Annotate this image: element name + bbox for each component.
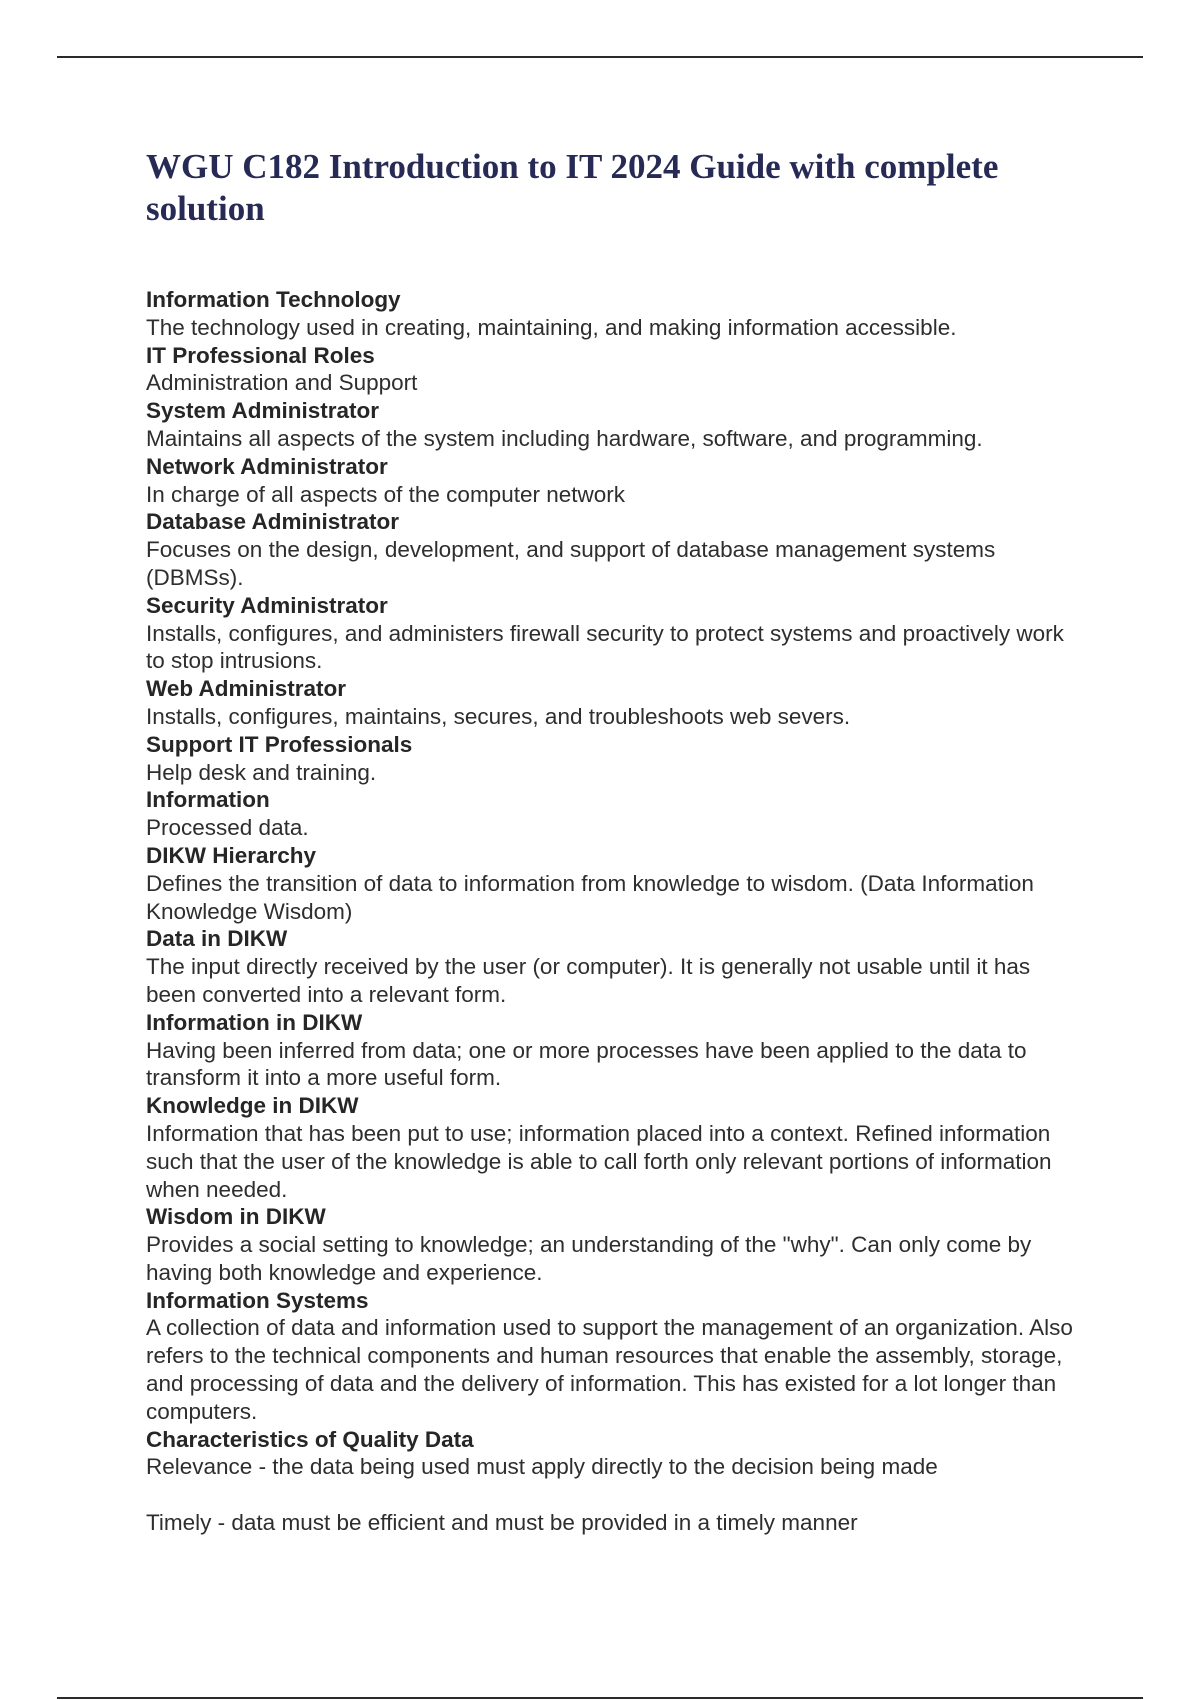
- definition-timely: Timely - data must be efficient and must be provided in a timely manner: [146, 1510, 858, 1536]
- term-information-technology: Information Technology: [146, 287, 401, 312]
- term-data-in-dikw: Data in DIKW: [146, 926, 288, 952]
- document-title: WGU C182 Introduction to IT 2024 Guide with complete solution: [146, 147, 999, 228]
- definition-information-systems: A collection of data and information used to support the management of an organization. Also refers to the technical components and human resources that enable the assembly, storage, and processing of data and the delivery of information. This has existed for a lot longer than computers.: [146, 1315, 1073, 1424]
- definition-security-administrator: Installs, configures, and administers firewall security to protect systems and proactively work to stop intrusions.: [146, 620, 1064, 674]
- definition-web-administrator: Installs, configures, maintains, secures, and troubleshoots web severs.: [146, 703, 851, 729]
- definition-wisdom-in-dikw: Provides a social setting to knowledge; an understanding of the "why". Can only come by having both knowledge and experience.: [146, 1232, 1032, 1285]
- term-it-professional-roles: IT Professional Roles: [146, 342, 375, 368]
- term-web-administrator: Web Administrator: [146, 676, 347, 702]
- definition-support-it-professionals: Help desk and training.: [146, 759, 377, 785]
- paragraph-gap: [146, 1481, 1086, 1509]
- term-characteristics-of-quality-data: Characteristics of Quality Data: [146, 1426, 474, 1452]
- definition-information: Processed data.: [146, 815, 309, 841]
- term-knowledge-in-dikw: Knowledge in DIKW: [146, 1093, 359, 1119]
- term-wisdom-in-dikw: Wisdom in DIKW: [146, 1204, 326, 1230]
- definition-database-administrator: Focuses on the design, development, and support of database management systems (DBMSs).: [146, 537, 996, 590]
- definition-network-administrator: In charge of all aspects of the computer network: [146, 481, 626, 507]
- term-database-administrator: Database Administrator: [146, 509, 399, 535]
- definition-it-professional-roles: Administration and Support: [146, 370, 418, 396]
- term-information: Information: [146, 787, 270, 813]
- term-network-administrator: Network Administrator: [146, 453, 388, 479]
- term-security-administrator: Security Administrator: [146, 592, 388, 618]
- definition-data-in-dikw: The input directly received by the user (or computer). It is generally not usable until it has been converted into a relevant form.: [146, 954, 1031, 1007]
- definition-information-technology: The technology used in creating, maintaining, and making information accessible.: [146, 314, 957, 340]
- definition-dikw-hierarchy: Defines the transition of data to information from knowledge to wisdom. (Data Information Knowledge Wisdom): [146, 870, 1034, 924]
- definition-information-in-dikw: Having been inferred from data; one or more processes have been applied to the data to transform it into a more useful form.: [146, 1037, 1027, 1091]
- term-support-it-professionals: Support IT Professionals: [146, 731, 413, 757]
- term-information-in-dikw: Information in DIKW: [146, 1009, 363, 1035]
- definition-relevance: Relevance - the data being used must apply directly to the decision being made: [146, 1454, 938, 1480]
- definition-knowledge-in-dikw: Information that has been put to use; information placed into a context. Refined information such that the user of the knowledge is able to call forth only relevant portions of information when needed.: [146, 1120, 1052, 1202]
- term-dikw-hierarchy: DIKW Hierarchy: [146, 842, 317, 868]
- glossary-entries: [146, 286, 1086, 1537]
- bottom-rule: [57, 1697, 1143, 1699]
- definition-system-administrator: Maintains all aspects of the system including hardware, software, and programming.: [146, 425, 983, 451]
- top-rule: [57, 56, 1143, 58]
- term-system-administrator: System Administrator: [146, 398, 379, 424]
- term-information-systems: Information Systems: [146, 1287, 369, 1313]
